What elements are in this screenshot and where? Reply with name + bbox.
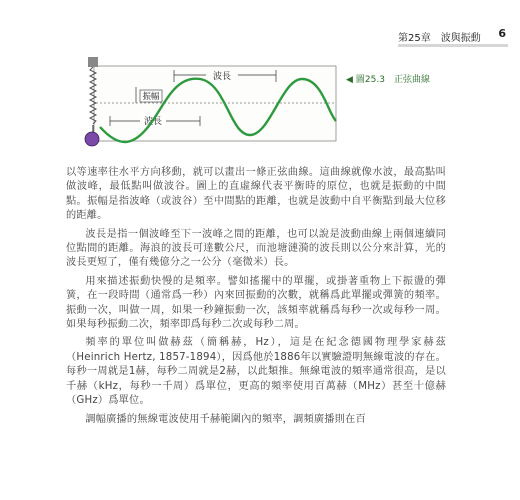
figure-caption	[346, 72, 430, 85]
paragraph-1: 以等速率往水平方向移動，就可以畫出一條正弦曲線。這曲線就像水波，最高點叫做波峰，最低點叫做波谷。圖上的直虛線代表平衡時的原位，也就是振動的中間點。振幅是指波峰（或波谷）至中間點的距離，也就是波動中自平衡點到最大位移的距離。	[66, 167, 446, 222]
page-number: 6	[498, 27, 506, 40]
wavelength-top-label: 波長	[212, 72, 232, 82]
sine-wave-figure	[70, 55, 350, 155]
caption-text: 圖25.3 正弦曲線	[355, 75, 430, 85]
spring-weight	[85, 132, 99, 146]
spring-support	[88, 57, 98, 67]
paragraph-3: 用來描述振動快慢的是頻率。譬如搖擺中的單擺，或掛著重物上下振盪的彈簧，在一段時間（通常爲一秒）內來回振動的次數，就稱爲此單擺或彈簧的頻率。振動一次，叫做一周，如果一秒鐘振動一次，該頻率就稱爲每秒一次或每秒一周。如果每秒振動二次，頻率即爲每秒二次或每秒二周。	[66, 275, 446, 331]
page-header	[398, 26, 508, 44]
amplitude-label: 振幅	[142, 92, 160, 102]
paragraph-2: 波長是指一個波峰至下一波峰之間的距離，也可以說是波動曲線上兩個連續同位點間的距離。海浪的波長可達數公尺，而池塘漣漪的波長則以公分來計算，光的波長更短了，僅有幾億分之一公分（毫微米）長。	[66, 228, 446, 269]
paragraph-5: 調幅廣播的無線電波使用千赫範圍內的頻率，調頻廣播則在百	[85, 413, 366, 425]
chapter-title: 第25章 波與振動	[398, 33, 481, 44]
caption-marker-icon: ◀	[346, 75, 353, 85]
wavelength-bottom-label: 波長	[143, 117, 163, 127]
body-text	[66, 166, 446, 431]
header-rule	[398, 44, 508, 47]
paragraph-4: 頻率的單位叫做赫茲（簡稱赫，Hz），這是在紀念德國物理學家赫茲（Heinrich Hertz, 1857-1894），因爲他於1886年以實驗證明無線電波的存在。每秒一周就是1赫，每秒二周就是2赫，以此類推。無線電波的頻率通常很高，是以千赫（kHz，每秒一千周）爲單位，更高的頻率使用百萬赫（MHz）甚至十億赫（GHz）爲單位。	[66, 337, 446, 407]
